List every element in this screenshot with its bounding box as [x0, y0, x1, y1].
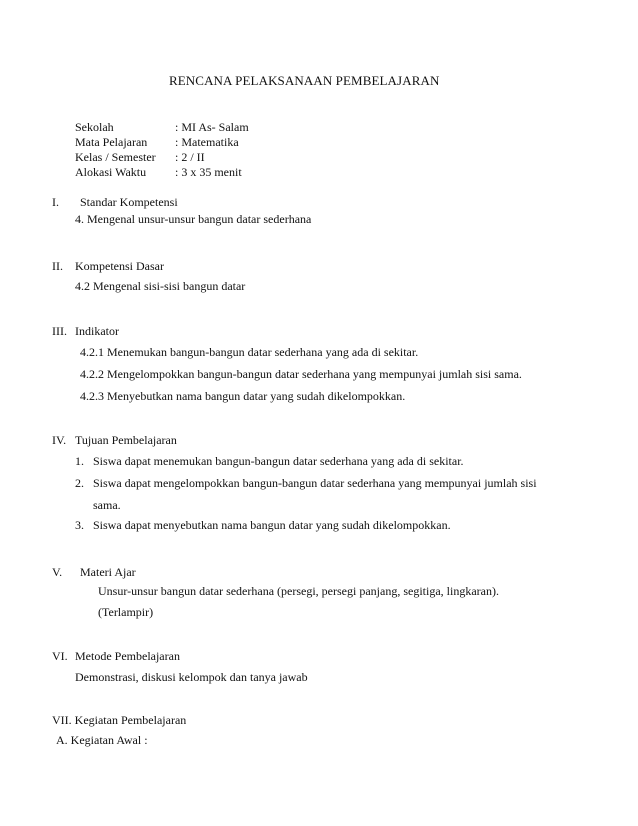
identity-value: : 2 / II — [175, 150, 205, 164]
identity-label: Alokasi Waktu — [75, 165, 147, 179]
materi-line: Unsur-unsur bangun datar sederhana (persegi, persegi panjang, segitiga, lingkaran). — [98, 584, 499, 598]
materi-line: (Terlampir) — [98, 605, 154, 619]
tujuan-item-text: Siswa dapat menemukan bangun-bangun datar sederhana yang ada di sekitar. — [93, 454, 464, 468]
document-title: RENCANA PELAKSANAAN PEMBELAJARAN — [169, 73, 440, 88]
identity-value: : MI As- Salam — [175, 120, 249, 134]
section-number: I. — [52, 195, 59, 209]
tujuan-item-number: 1. — [75, 454, 84, 468]
section-number: III. — [52, 324, 67, 338]
section-content: 4. Mengenal unsur-unsur bangun datar sederhana — [75, 212, 312, 226]
section-content: 4.2 Mengenal sisi-sisi bangun datar — [75, 279, 246, 293]
tujuan-item-continuation: sama. — [93, 498, 121, 512]
section-number: IV. — [52, 433, 67, 447]
tujuan-item-text: Siswa dapat mengelompokkan bangun-bangun datar sederhana yang mempunyai jumlah sisi — [93, 476, 537, 490]
section-heading: Standar Kompetensi — [80, 195, 178, 209]
section-number: VI. — [52, 649, 68, 663]
section-heading: Indikator — [75, 324, 119, 338]
tujuan-item-number: 2. — [75, 476, 84, 490]
section-heading: Tujuan Pembelajaran — [75, 433, 177, 447]
identity-value: : Matematika — [175, 135, 239, 149]
identity-label: Sekolah — [75, 120, 114, 134]
section-heading: Kompetensi Dasar — [75, 259, 164, 273]
identity-value: : 3 x 35 menit — [175, 165, 242, 179]
section-heading: Metode Pembelajaran — [75, 649, 180, 663]
section-heading: VII. Kegiatan Pembelajaran — [52, 713, 187, 727]
subsection-heading: A. Kegiatan Awal : — [56, 733, 148, 747]
tujuan-item-text: Siswa dapat menyebutkan nama bangun datar yang sudah dikelompokkan. — [93, 518, 451, 532]
indikator-item: 4.2.1 Menemukan bangun-bangun datar sederhana yang ada di sekitar. — [80, 345, 419, 359]
section-content: Demonstrasi, diskusi kelompok dan tanya jawab — [75, 670, 308, 684]
identity-label: Mata Pelajaran — [75, 135, 148, 149]
section-number: II. — [52, 259, 63, 273]
section-heading: Materi Ajar — [80, 565, 136, 579]
indikator-item: 4.2.3 Menyebutkan nama bangun datar yang sudah dikelompokkan. — [80, 389, 406, 403]
indikator-item: 4.2.2 Mengelompokkan bangun-bangun datar sederhana yang mempunyai jumlah sisi sama. — [80, 367, 522, 381]
identity-label: Kelas / Semester — [75, 150, 156, 164]
tujuan-item-number: 3. — [75, 518, 84, 532]
section-number: V. — [52, 565, 63, 579]
